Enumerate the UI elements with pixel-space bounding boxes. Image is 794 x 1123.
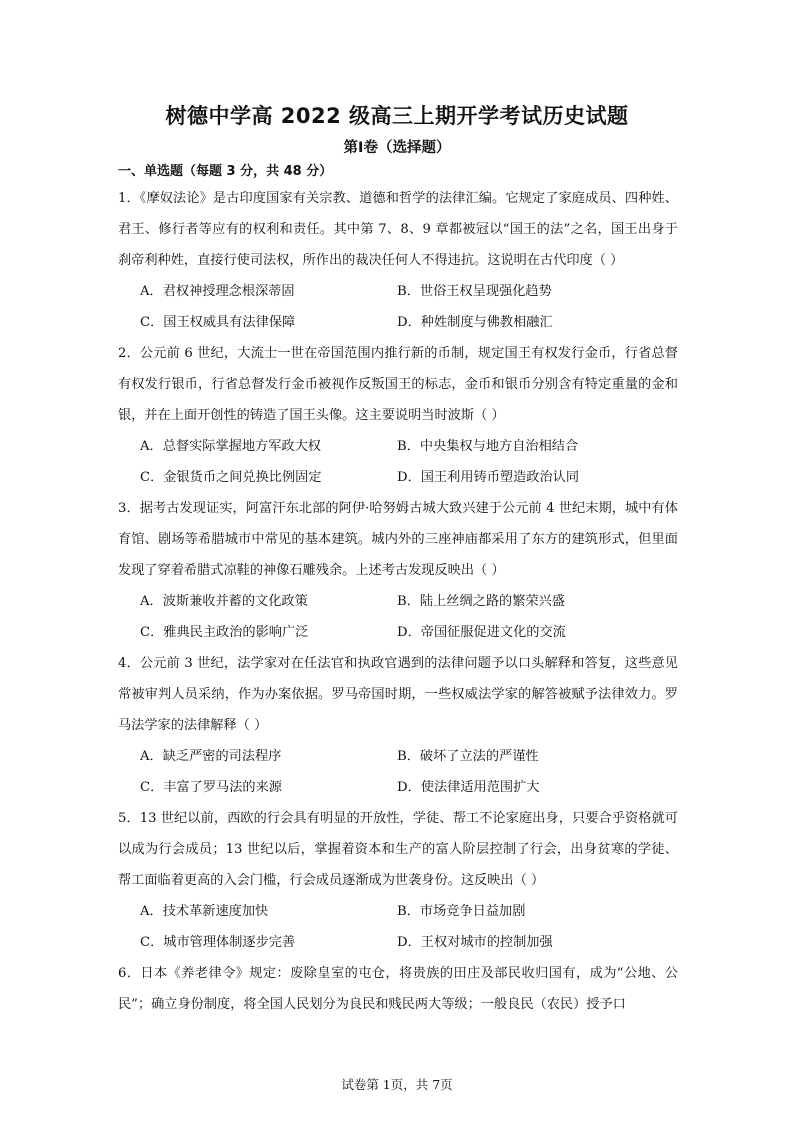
question-4-options — [140, 741, 680, 803]
question-3-stem: 3．据考古发现证实，阿富汗东北部的阿伊·哈努姆古城大致兴建于公元前 4 世纪末期，城中有体育馆、剧场等希腊城市中常见的基本建筑。城内外的三座神庙都采用了东方的建筑形式，但里面发现了穿着希腊式凉鞋的神像石雕残余。上述考古发现反映出（ ） — [118, 501, 678, 578]
exam-title: 树德中学高 2022 级高三上期开学考试历史试题 — [165, 104, 629, 128]
option-d: D．国王利用铸币塑造政治认同 — [397, 470, 580, 485]
question-5-stem: 5．13 世纪以前，西欧的行会具有明显的开放性，学徒、帮工不论家庭出身，只要合乎资格就可以成为行会成员；13 世纪以后，掌握着资本和生产的富人阶层控制了行会，出身贫寒的学徒、帮工面临着更高的入会门槛，行会成员逐渐成为世袭身份。这反映出（ ） — [118, 811, 678, 888]
question-1-options — [140, 276, 680, 338]
option-c: C．丰富了罗马法的来源 — [140, 780, 282, 795]
option-a: A．波斯兼收并蓄的文化政策 — [140, 594, 308, 609]
option-c: C．城市管理体制逐步完善 — [140, 935, 296, 950]
option-a: A．缺乏严密的司法程序 — [140, 749, 282, 764]
option-a: A．技术革新速度加快 — [140, 904, 269, 919]
exam-subtitle: 第Ⅰ卷（选择题） — [343, 140, 451, 156]
section-heading: 一、单选题（每题 3 分，共 48 分） — [118, 164, 333, 179]
page-footer: 试卷第 1页，共 7页 — [341, 1077, 453, 1092]
option-a: A．君权神授理念根深蒂固 — [140, 284, 295, 299]
question-5-options — [140, 896, 680, 958]
option-b: B．世俗王权呈现强化趋势 — [397, 284, 552, 299]
option-d: D．种姓制度与佛教相融汇 — [397, 315, 553, 330]
option-c: C．国王权威具有法律保障 — [140, 315, 296, 330]
option-c: C．金银货币之间兑换比例固定 — [140, 470, 322, 485]
option-d: D．王权对城市的控制加强 — [397, 935, 553, 950]
option-a: A．总督实际掌握地方军政大权 — [140, 439, 321, 454]
question-1-stem: 1．《摩奴法论》是古印度国家有关宗教、道德和哲学的法律汇编。它规定了家庭成员、四种姓、君王、修行者等应有的权利和责任。其中第 7、8、9 章都被冠以“国王的法”之名，国王出身于刹帝利种姓，直接行使司法权，所作出的裁决任何人不得违抗。这说明在古代印度（ ） — [118, 191, 678, 268]
question-6-stem: 6．日本《养老律令》规定：废除皇室的屯仓，将贵族的田庄及部民收归国有，成为“公地、公民”；确立身份制度，将全国人民划分为良民和贱民两大等级；一般良民（农民）授予口 — [118, 966, 678, 1012]
option-d: D．使法律适用范围扩大 — [397, 780, 540, 795]
question-2-options — [140, 431, 680, 493]
option-b: B．市场竞争日益加剧 — [397, 904, 526, 919]
question-2-stem: 2．公元前 6 世纪，大流士一世在帝国范围内推行新的币制，规定国王有权发行金币，行省总督有权发行银币，行省总督发行金币被视作反叛国王的标志，金币和银币分别含有特定重量的金和银，并在上面开创性的铸造了国王头像。这主要说明当时波斯（ ） — [118, 346, 678, 423]
option-b: B．陆上丝绸之路的繁荣兴盛 — [397, 594, 565, 609]
question-4-stem: 4．公元前 3 世纪，法学家对在任法官和执政官遇到的法律问题予以口头解释和答复，这些意见常被审判人员采纳，作为办案依据。罗马帝国时期，一些权威法学家的解答被赋予法律效力。罗马法学家的法律解释（ ） — [118, 656, 678, 733]
option-d: D．帝国征服促进文化的交流 — [397, 625, 566, 640]
option-b: B．中央集权与地方自治相结合 — [397, 439, 579, 454]
question-3-options — [140, 586, 680, 648]
option-b: B．破坏了立法的严谨性 — [397, 749, 539, 764]
option-c: C．雅典民主政治的影响广泛 — [140, 625, 309, 640]
